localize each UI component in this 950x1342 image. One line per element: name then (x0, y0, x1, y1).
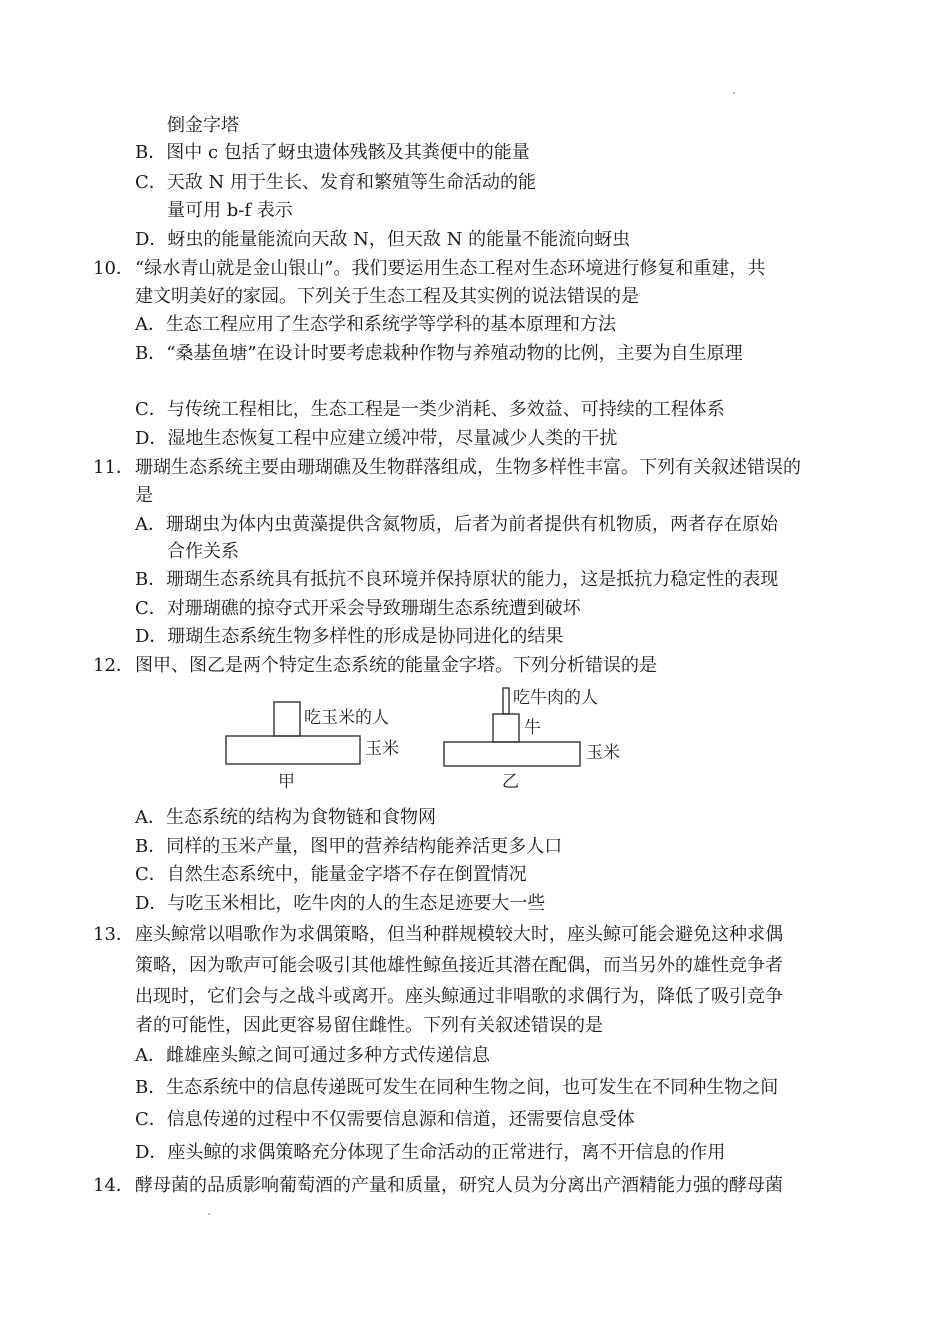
energy-pyramid-figure (222, 684, 632, 794)
scan-speck (208, 1213, 210, 1215)
q9-option-c-line1: C．天敌 N 用于生长、发育和繁殖等生命活动的能 (135, 172, 536, 193)
q14-stem-line1: 酵母菌的品质影响葡萄酒的产量和质量，研究人员为分离出产酒精能力强的酵母菌 (135, 1175, 783, 1196)
q13-option-a: A．雌雄座头鲸之间可通过多种方式传递信息 (135, 1045, 490, 1066)
scan-speck (733, 92, 735, 94)
q13-option-b: B．生态系统中的信息传递既可发生在同种生物之间，也可发生在不同种生物之间 (135, 1077, 779, 1098)
q13-stem-line2: 策略，因为歌声可能会吸引其他雄性鲸鱼接近其潜在配偶，而当另外的雄性竞争者 (135, 955, 783, 976)
q13-number: 13． (93, 924, 134, 945)
q13-stem-line3: 出现时，它们会与之战斗或离开。座头鲸通过非唱歌的求偶行为，降低了吸引竞争 (135, 986, 783, 1007)
q14-number: 14． (93, 1175, 134, 1196)
q10-stem-line2: 建文明美好的家园。下列关于生态工程及其实例的说法错误的是 (135, 286, 639, 307)
yi-human-level (503, 688, 509, 714)
yi-caption: 乙 (502, 772, 519, 792)
yi-cattle-level (493, 714, 519, 742)
q11-stem-line2: 是 (135, 485, 153, 506)
yi-mid-label: 牛 (524, 718, 541, 738)
yi-base-label: 玉米 (586, 743, 620, 763)
yi-corn-level (444, 742, 580, 766)
jia-corn-level (226, 736, 360, 764)
jia-base-label: 玉米 (365, 739, 399, 759)
q10-stem-line1: “绿水青山就是金山银山”。我们要运用生态工程对生态环境进行修复和重建，共 (135, 258, 766, 279)
q13-option-c: C．信息传递的过程中不仅需要信息源和信道，还需要信息受体 (135, 1109, 635, 1130)
q11-option-a-line2: 合作关系 (167, 541, 239, 562)
yi-top-label: 吃牛肉的人 (513, 688, 598, 708)
q13-stem-line4: 者的可能性，因此更容易留住雌性。下列有关叙述错误的是 (135, 1015, 603, 1036)
q11-option-d: D．珊瑚生态系统生物多样性的形成是协同进化的结果 (135, 626, 564, 647)
q13-option-d: D．座头鲸的求偶策略充分体现了生命活动的正常进行，离不开信息的作用 (135, 1142, 726, 1163)
q10-option-d: D．湿地生态恢复工程中应建立缓冲带，尽量减少人类的干扰 (135, 428, 618, 449)
q9-option-d: D．蚜虫的能量能流向天敌 N，但天敌 N 的能量不能流向蚜虫 (135, 229, 631, 250)
q13-stem-line1: 座头鲸常以唱歌作为求偶策略，但当种群规模较大时，座头鲸可能会避免这种求偶 (135, 924, 783, 945)
q10-option-c: C．与传统工程相比，生态工程是一类少消耗、多效益、可持续的工程体系 (135, 399, 725, 420)
q9-option-c-line2: 量可用 b-f 表示 (167, 200, 293, 221)
q10-option-a: A．生态工程应用了生态学和系统学等学科的基本原理和方法 (135, 314, 616, 335)
jia-human-level (274, 702, 300, 736)
q12-stem: 图甲、图乙是两个特定生态系统的能量金字塔。下列分析错误的是 (135, 655, 657, 676)
q11-stem-line1: 珊瑚生态系统主要由珊瑚礁及生物群落组成，生物多样性丰富。下列有关叙述错误的 (135, 457, 801, 478)
q10-option-b: B．“桑基鱼塘”在设计时要考虑栽种作物与养殖动物的比例，主要为自生原理 (135, 343, 743, 364)
q9-option-a-continuation: 倒金字塔 (167, 115, 239, 136)
jia-top-label: 吃玉米的人 (304, 708, 389, 728)
q12-number: 12． (93, 655, 134, 676)
q11-option-b: B．珊瑚生态系统具有抵抗不良环境并保持原状的能力，这是抵抗力稳定性的表现 (135, 569, 779, 590)
jia-caption: 甲 (278, 772, 295, 792)
q12-option-d: D．与吃玉米相比，吃牛肉的人的生态足迹要大一些 (135, 893, 546, 914)
q11-option-a-line1: A．珊瑚虫为体内虫黄藻提供含氮物质，后者为前者提供有机物质，两者存在原始 (135, 514, 778, 535)
q11-option-c: C．对珊瑚礁的掠夺式开采会导致珊瑚生态系统遭到破坏 (135, 598, 581, 619)
q11-number: 11． (93, 457, 134, 478)
q9-option-b: B．图中 c 包括了蚜虫遗体残骸及其粪便中的能量 (135, 142, 530, 163)
q10-number: 10． (93, 258, 134, 279)
q12-option-c: C．自然生态系统中，能量金字塔不存在倒置情况 (135, 864, 527, 885)
q12-option-a: A．生态系统的结构为食物链和食物网 (135, 807, 436, 828)
q12-option-b: B．同样的玉米产量，图甲的营养结构能养活更多人口 (135, 836, 563, 857)
